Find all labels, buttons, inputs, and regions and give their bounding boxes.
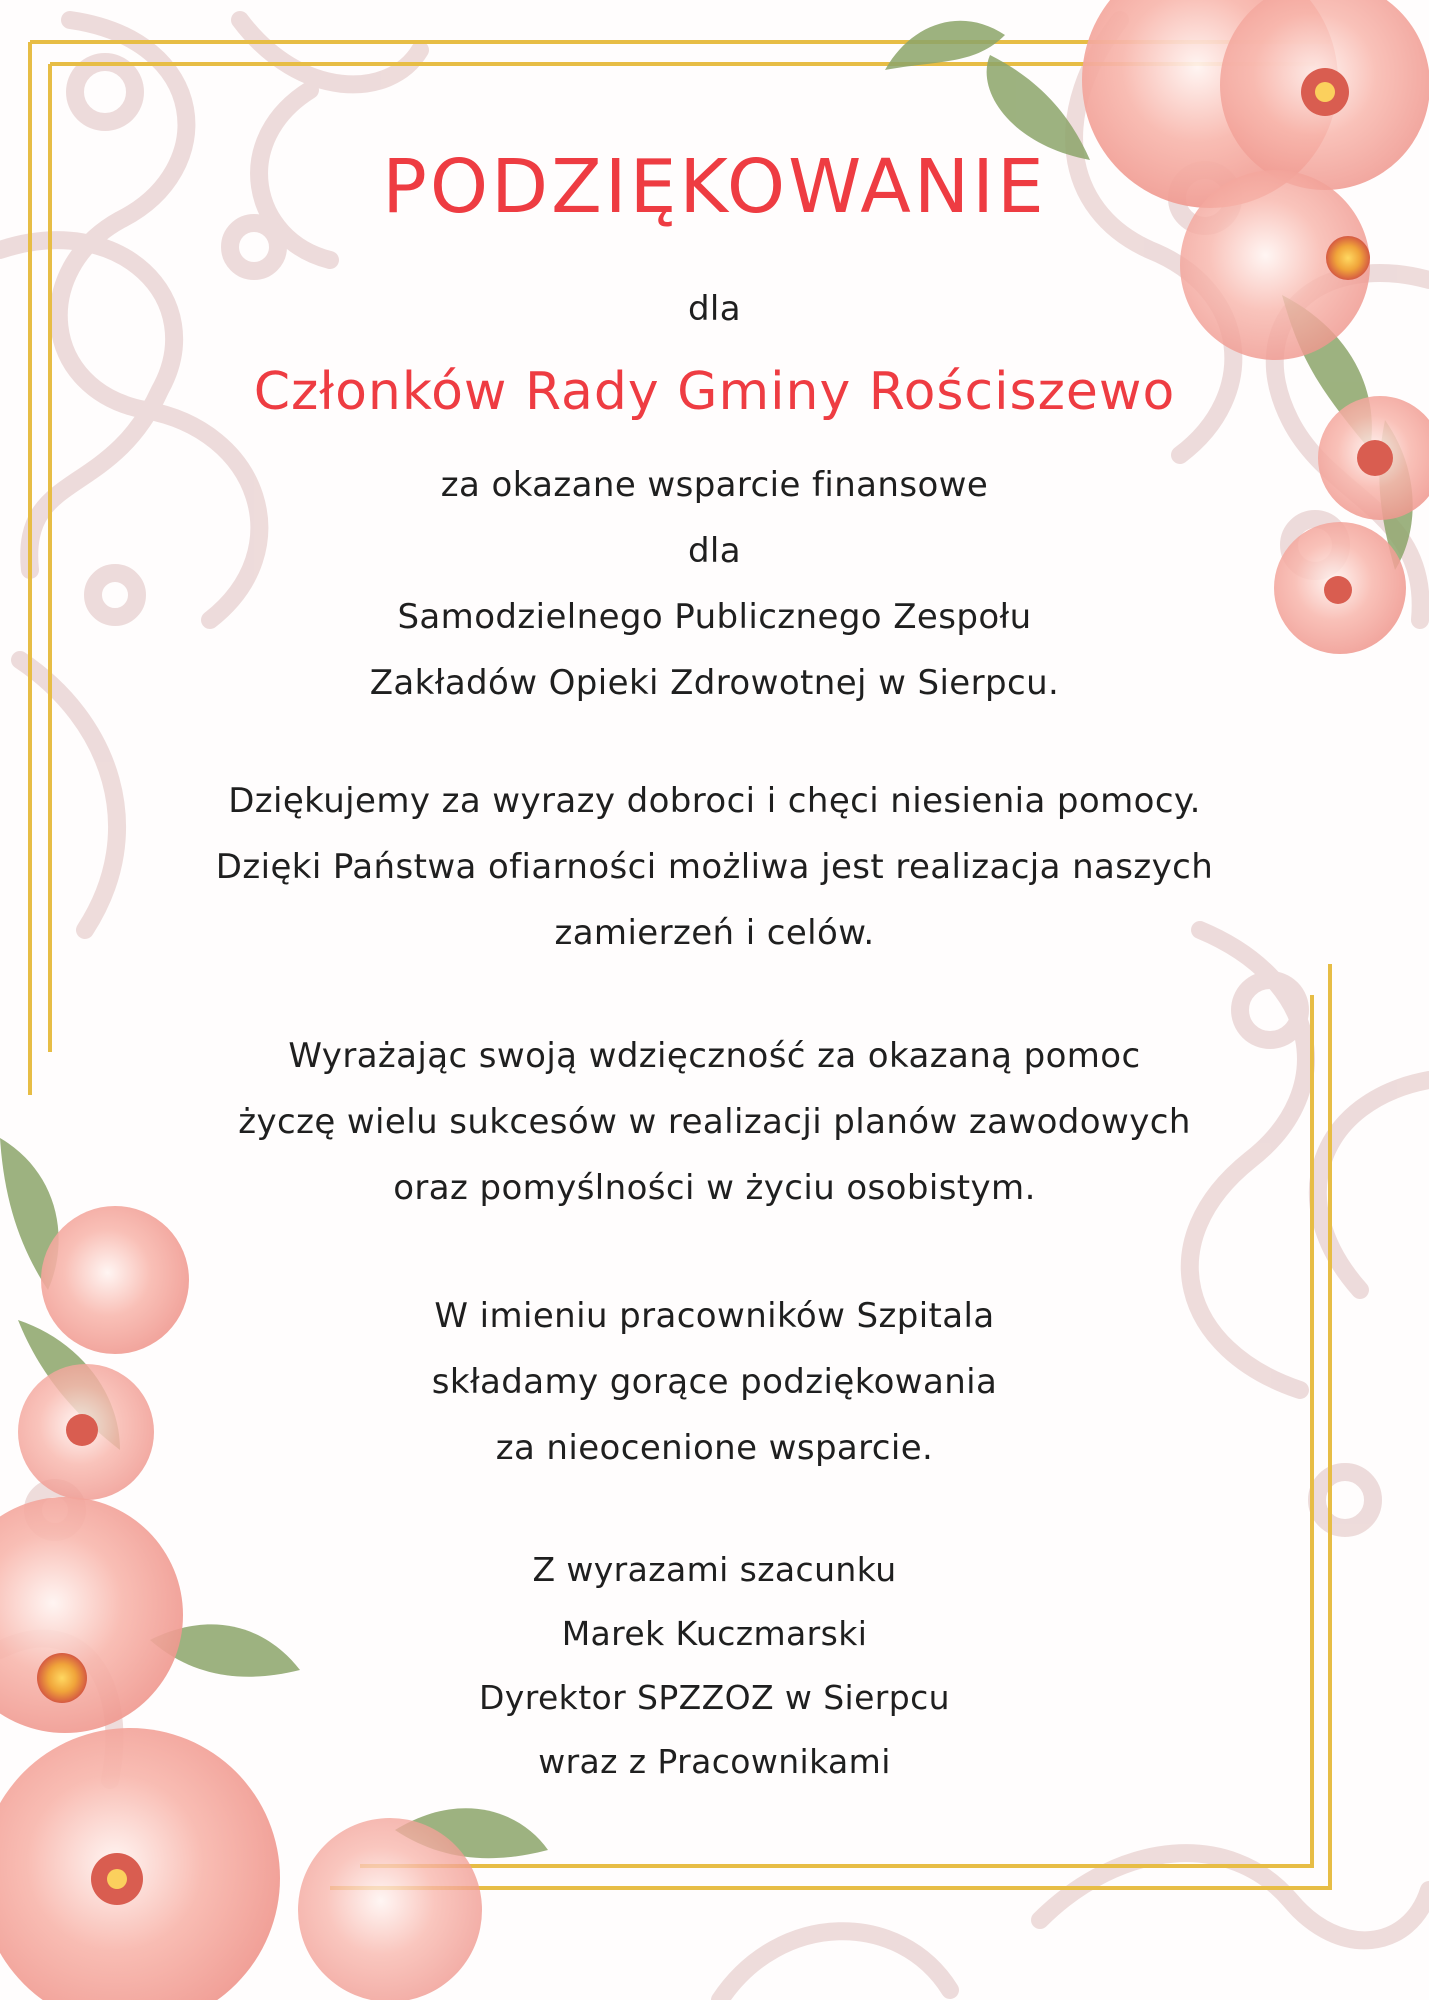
support-paragraph bbox=[150, 452, 1279, 716]
support-line: dla bbox=[687, 531, 742, 571]
support-line: Samodzielnego Publicznego Zespołu bbox=[397, 597, 1032, 637]
signature-block bbox=[150, 1538, 1279, 1794]
wishes-line: Wyrażając swoją wdzięczność za okazaną pomoc bbox=[288, 1036, 1141, 1076]
signature-line: wraz z Pracownikami bbox=[538, 1742, 891, 1781]
staff-line: za nieocenione wsparcie. bbox=[495, 1428, 934, 1468]
wishes-line: życzę wielu sukcesów w realizacji planów zawodowych bbox=[238, 1102, 1191, 1142]
recipient-name: Członków Rady Gminy Rościszewo bbox=[253, 362, 1176, 422]
signature-line: Z wyrazami szacunku bbox=[532, 1550, 897, 1589]
gratitude-line: Dziękujemy za wyrazy dobroci i chęci niesienia pomocy. bbox=[228, 781, 1201, 821]
wishes-line: oraz pomyślności w życiu osobistym. bbox=[393, 1168, 1036, 1208]
staff-paragraph bbox=[150, 1283, 1279, 1481]
support-line: za okazane wsparcie finansowe bbox=[440, 465, 989, 505]
gratitude-line: Dzięki Państwa ofiarności możliwa jest realizacja naszych bbox=[215, 847, 1214, 887]
gratitude-line: zamierzeń i celów. bbox=[554, 913, 875, 953]
wishes-paragraph bbox=[150, 1023, 1279, 1221]
intro-dla-text: dla bbox=[687, 289, 742, 329]
page-title: PODZIĘKOWANIE bbox=[382, 144, 1047, 230]
staff-line: W imieniu pracowników Szpitala bbox=[434, 1296, 995, 1336]
signature-line: Marek Kuczmarski bbox=[561, 1614, 868, 1653]
support-line: Zakładów Opieki Zdrowotnej w Sierpcu. bbox=[369, 663, 1060, 703]
gratitude-paragraph bbox=[150, 768, 1279, 966]
signature-line: Dyrektor SPZZOZ w Sierpcu bbox=[479, 1678, 950, 1717]
staff-line: składamy gorące podziękowania bbox=[431, 1362, 998, 1402]
